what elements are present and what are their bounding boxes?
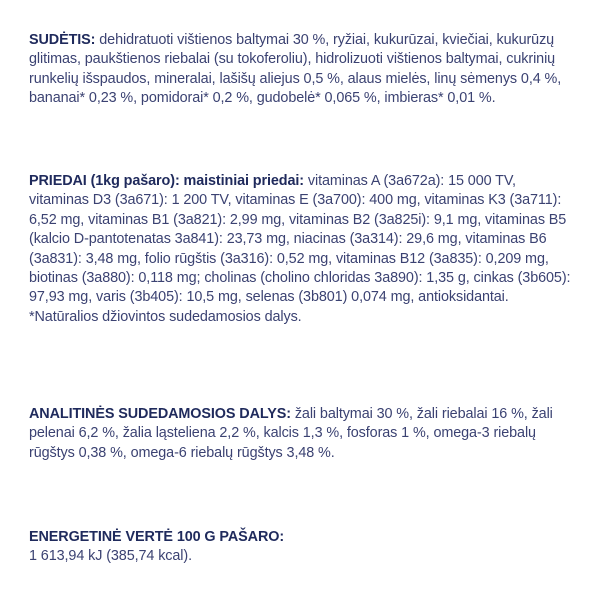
composition-heading: SUDĖTIS:	[29, 32, 96, 48]
composition-section	[29, 31, 577, 109]
energy-heading: ENERGETINĖ VERTĖ 100 G PAŠARO:	[29, 529, 285, 545]
energy-section	[29, 528, 577, 567]
additives-heading: PRIEDAI (1kg pašaro): maistiniai priedai:	[29, 173, 304, 189]
energy-text: 1 613,94 kJ (385,74 kcal).	[29, 548, 192, 565]
analytical-section	[29, 405, 577, 463]
analytical-heading: ANALITINĖS SUDEDAMOSIOS DALYS:	[29, 406, 291, 422]
additives-section	[29, 172, 577, 327]
analytical-text: žali baltymai 30 %, žali riebalai 16 %, žali pelenai 6,2 %, žalia ląsteliena 2,2 %, kalcis 1,3 %, fosforas 1 %, omega-3 riebalų rūgštys 0,38 %, omega-6 riebalų rūgštys 3,48 %.	[29, 406, 553, 461]
additives-text: vitaminas A (3a672a): 15 000 TV, vitaminas D3 (3a671): 1 200 TV, vitaminas E (3a700): 400 mg, vitaminas K3 (3a711): 6,52 mg, vitaminas B1 (3a821): 2,99 mg, vitaminas B2 (3a825i): 9,1 mg, vitaminas B5 (kalcio D-pantotenatas 3a841): 23,73 mg, niacinas (3a314): 29,6 mg, vitaminas B6 (3a831): 3,48 mg, folio rūgštis (3a316): 0,52 mg, vitaminas B12 (3a835): 0,209 mg, biotinas (3a880): 0,118 mg; cholinas (cholino chloridas 3a890): 1,35 g, cinkas (3b605): 97,93 mg, varis (3b405): 10,5 mg, selenas (3b801) 0,074 mg, antioksidantai. *Natūralios džiovintos sudedamosios dalys.	[29, 173, 571, 325]
composition-text: dehidratuoti vištienos baltymai 30 %, ryžiai, kukurūzai, kviečiai, kukurūzų glitimas, paukštienos riebalai (su tokoferoliu), hidrolizuoti vištienos baltymai, cukrinių runkelių išspaudos, mineralai, lašišų aliejus 0,5 %, alaus mielės, linų sėmenys 0,4 %, bananai* 0,23 %, pomidorai* 0,2 %, gudobelė* 0,065 %, imbieras* 0,01 %.	[29, 32, 562, 107]
